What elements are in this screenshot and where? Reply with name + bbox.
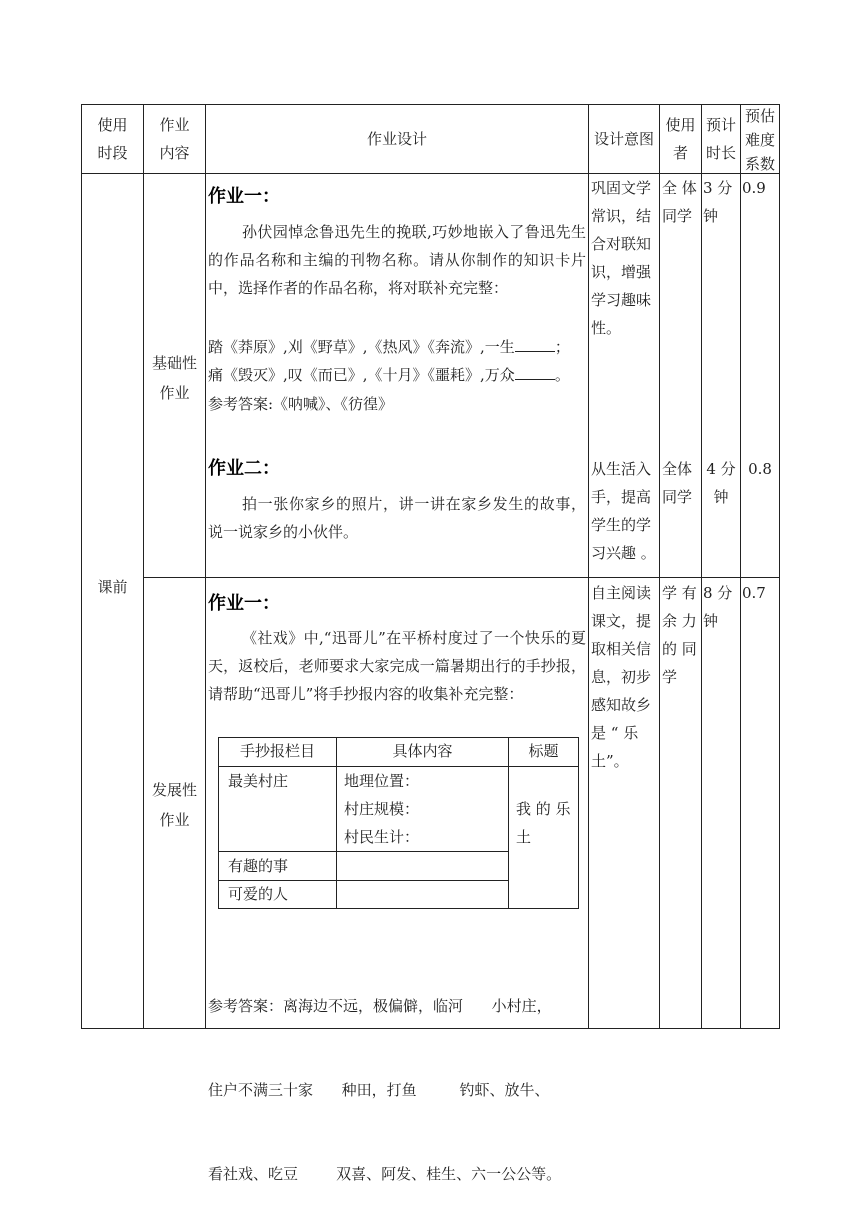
answer: 参考答案：离海边不远，极偏僻，临河 小村庄， 住户不满三十家 种田，打鱼 钓虾、放牛、 看社戏、吃豆 双喜、阿发、桂生、六一公公等。	[208, 997, 562, 1183]
task-title: 作业二：	[208, 458, 280, 479]
subtable-header: 手抄报栏目	[239, 742, 315, 760]
subtable-row-label: 可爱的人	[228, 885, 289, 903]
couplet-line-2: 痛《毁灭》,叹《而已》,《十月》《噩耗》,万众 。	[208, 361, 570, 389]
header-design: 作业设计	[366, 130, 427, 148]
intent-cell: 从生活入 手，提高 学生的学 习兴趣 。	[591, 460, 656, 562]
subtable-title-cell: 我 的 乐 土	[516, 800, 571, 846]
couplet-line-1: 踏《莽原》,刈《野草》,《热风》《奔流》,一生 ；	[208, 333, 570, 361]
difficulty-cell: 0.7	[742, 584, 766, 602]
difficulty-cell: 0.8	[748, 460, 772, 478]
subtable-content: 地理位置： 村庄规模： 村民生计：	[344, 772, 420, 846]
blank-line	[515, 335, 555, 352]
header-time: 预计 时长	[705, 116, 736, 162]
task-paragraph: 拍一张你家乡的照片，讲一讲在家乡发生的故事，说一说家乡的小伙伴。	[208, 495, 586, 541]
difficulty-cell: 0.9	[742, 179, 766, 197]
period-label: 课前	[97, 578, 128, 596]
time-cell: 4 分 钟	[706, 460, 736, 506]
task-title: 作业一：	[208, 186, 280, 207]
intent-cell: 自主阅读 课文，提 取相关信 息，初步 感知故乡 是 “ 乐 土”。	[591, 584, 652, 770]
subtable-header: 具体内容	[392, 742, 453, 760]
header-user: 使用 者	[665, 116, 696, 162]
category-basic: 基础性 作业	[151, 354, 197, 402]
subtable-row-label: 有趣的事	[228, 857, 289, 875]
answer: 参考答案:《呐喊》、《彷徨》	[208, 395, 394, 413]
task-paragraph: 《社戏》中,“迅哥儿”在平桥村度过了一个快乐的夏天，返校后，老师要求大家完成一篇暑期出行的手抄报，请帮助“迅哥儿”将手抄报内容的收集补充完整：	[208, 629, 586, 703]
time-cell: 3 分 钟	[703, 179, 733, 225]
user-cell: 学 有 余 力 的 同 学	[662, 584, 697, 686]
user-cell: 全 体 同学	[662, 179, 697, 225]
header-intent: 设计意图	[593, 130, 654, 148]
intent-cell: 巩固文学 常识，结 合对联知 识，增强 学习趣味 性。	[591, 179, 652, 337]
task-title: 作业一：	[208, 593, 280, 614]
header-period: 使用 时段	[97, 116, 128, 162]
task-paragraph: 孙伏园悼念鲁迅先生的挽联,巧妙地嵌入了鲁迅先生的作品名称和主编的刊物名称。请从你制作的知识卡片中，选择作者的作品名称，将对联补充完整：	[208, 223, 586, 297]
header-difficulty: 预估 难度 系数	[744, 107, 775, 172]
subtable-row-label: 最美村庄	[228, 772, 289, 790]
header-content: 作业 内容	[159, 116, 190, 162]
blank-line	[515, 363, 555, 380]
subtable-header: 标题	[528, 742, 559, 760]
time-cell: 8 分 钟	[703, 584, 733, 630]
category-develop: 发展性 作业	[151, 781, 197, 829]
user-cell: 全体 同学	[662, 460, 693, 506]
